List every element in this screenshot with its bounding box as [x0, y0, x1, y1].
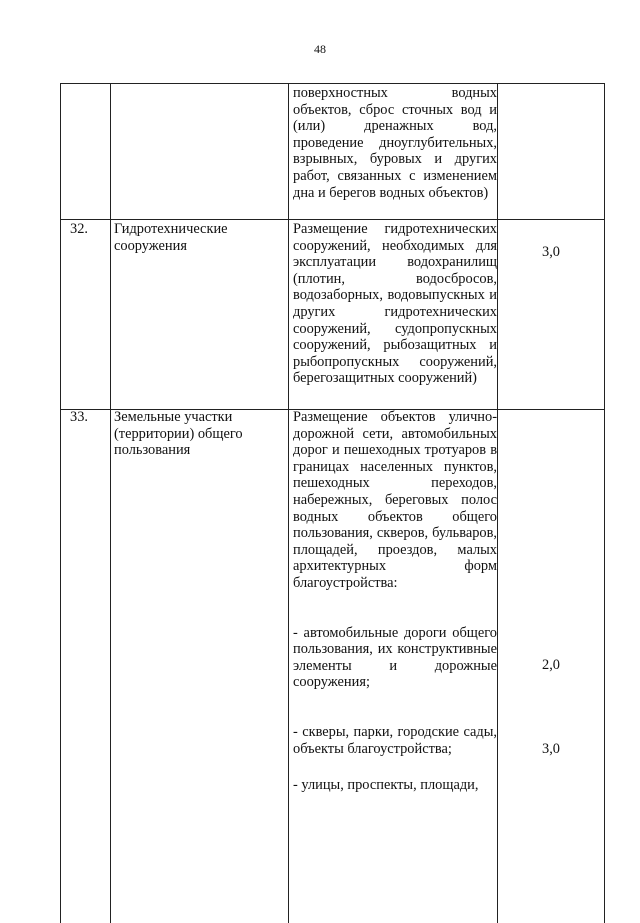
row-33-item-roads: - автомобильные дороги общего пользования, их конструктивные элементы и дорожные сооружения;	[293, 624, 497, 691]
page-number: 48	[314, 42, 326, 56]
column-divider-3	[497, 83, 498, 923]
row-33-coefficient-parks: 3,0	[542, 741, 560, 757]
row-33-description	[293, 409, 497, 794]
row-33-name: Земельные участки (территории) общего пользования	[114, 409, 243, 459]
row-32-description: Размещение гидротехнических сооружений, необходимых для эксплуатации водохранилищ (плотин, водосбросов, водозаборных, водовыпускных и других гидротехнических сооружений, судопропускных сооружений, рыбозащитных и рыбопропускных сооружений, берегозащитных сооружений)	[293, 221, 497, 387]
table-border-right	[604, 83, 605, 923]
table-border-left	[60, 83, 61, 923]
row-33-description-intro: Размещение объектов улично-дорожной сети, автомобильных дорог и пешеходных тротуаров в границах населенных пунктов, пешеходных переходов, набережных, береговых полос водных объектов общего пользования, скверов, бульваров, площадей, проездов, малых архитектурных форм благоустройства:	[293, 409, 497, 591]
table-border-top	[60, 83, 605, 84]
row-divider-1	[60, 219, 605, 220]
table-row-continuation-description: поверхностных водных объектов, сброс сточных вод и (или) дренажных вод, проведение дноуглубительных, взрывных, буровых и других работ, связанных с изменением дна и берегов водных объектов)	[293, 85, 497, 201]
row-33-number: 33.	[70, 409, 88, 425]
data-table	[60, 83, 605, 923]
row-32-name: Гидротехнические сооружения	[114, 221, 228, 254]
column-divider-2	[288, 83, 289, 923]
row-32-number: 32.	[70, 221, 88, 237]
row-33-item-streets: - улицы, проспекты, площади,	[293, 777, 479, 794]
column-divider-1	[110, 83, 111, 923]
row-32-coefficient: 3,0	[542, 244, 560, 260]
row-33-coefficient-roads: 2,0	[542, 657, 560, 673]
row-33-item-parks: - скверы, парки, городские сады, объекты благоустройства;	[293, 723, 497, 757]
